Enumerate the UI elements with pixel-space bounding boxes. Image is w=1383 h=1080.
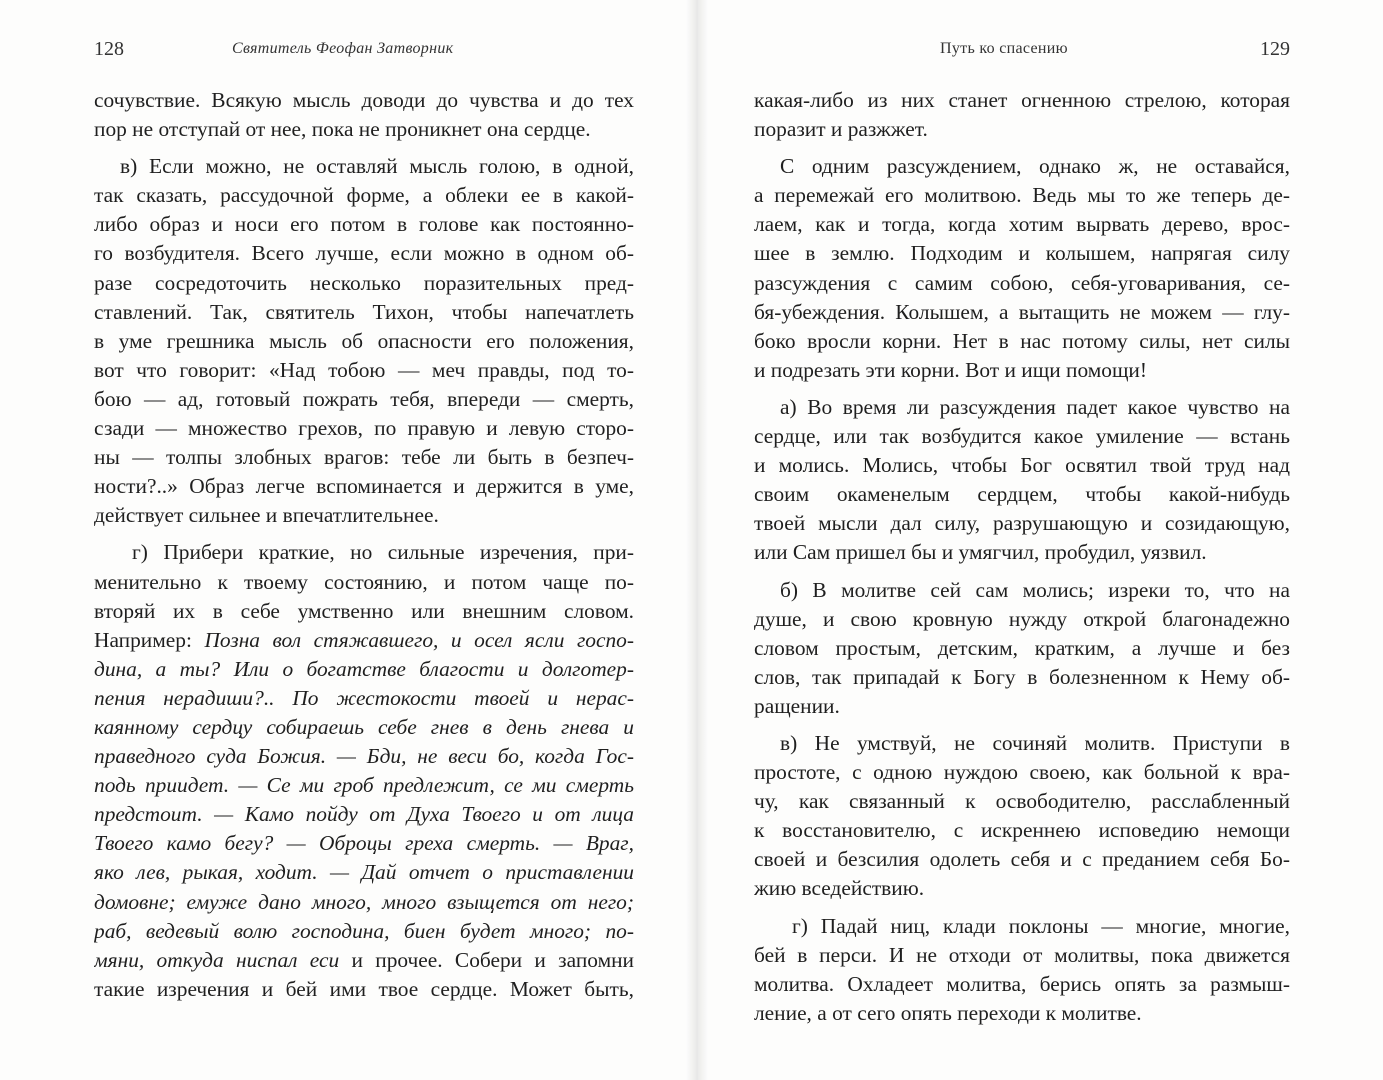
text-line	[754, 692, 1290, 721]
text-line	[754, 327, 1290, 356]
italic-text-run: подь приидет. — Се ми гроб предлежит, се ми смерть	[94, 773, 634, 798]
text-run: и прочее. Собери и запомни	[339, 947, 634, 972]
text-run: вторяй их в себе умственно или внешним словом.	[94, 598, 634, 623]
text-line	[94, 626, 634, 655]
book-gutter	[686, 0, 708, 1080]
text-line	[754, 393, 1290, 422]
right-running-head	[754, 38, 1290, 68]
left-page-number: 128	[94, 38, 124, 60]
text-run: в уме грешника мысль об опасности его положения,	[94, 328, 634, 353]
italic-text-run: раб, ведевый волю господина, биен будет много; по-	[94, 918, 634, 943]
text-run: так сказать, рассудочной форме, а облеки ее в какой-	[94, 183, 634, 208]
paragraph-gap	[754, 144, 1290, 152]
text-run: разсуждения с самим собою, себя-уговаривания, се-	[754, 270, 1290, 295]
text-run: разе сосредоточить несколько поразительных пред-	[94, 270, 634, 295]
text-line	[94, 771, 634, 800]
paragraph-gap	[754, 385, 1290, 393]
text-line	[94, 181, 634, 210]
text-line	[754, 576, 1290, 605]
text-line	[94, 239, 634, 268]
text-run: бя-убеждения. Колышем, а вытащить не можем — глу-	[754, 299, 1290, 324]
text-run: либо образ и носи его потом в голове как постоянно-	[94, 212, 634, 237]
text-run: ление, а от сего опять переходи к молитве.	[754, 1000, 1142, 1025]
text-line	[754, 845, 1290, 874]
text-line	[754, 356, 1290, 385]
text-run: действует сильнее и впечатлительнее.	[94, 503, 439, 528]
text-run: какая-либо из них станет огненною стрелою, которая	[754, 88, 1290, 112]
right-running-title: Путь ко спасению	[940, 40, 1068, 57]
text-run: твоей мысли дал силу, разрушающую и созидающую,	[754, 511, 1290, 536]
italic-text-run: Позна вол стяжавшего, и осел ясли госпо-	[204, 627, 634, 652]
text-line	[94, 356, 634, 385]
text-run: своим окаменелым сердцем, чтобы какой-нибудь	[754, 482, 1290, 507]
text-line	[94, 742, 634, 771]
paragraph-gap	[94, 144, 634, 152]
text-run: Например:	[94, 627, 205, 652]
text-line	[754, 298, 1290, 327]
text-run: ращении.	[754, 693, 840, 718]
text-line	[94, 86, 634, 115]
text-line	[94, 327, 634, 356]
text-run: ны — толпы злобных врагов: тебе ли быть в безпеч-	[94, 445, 634, 470]
text-line	[94, 800, 634, 829]
text-run: менительно к твоему состоянию, и потом чаще по-	[94, 569, 634, 594]
italic-text-run: праведного суда Божия. — Бди, не веси бо, когда Гос-	[94, 744, 634, 769]
text-line	[754, 816, 1290, 845]
text-line	[94, 829, 634, 858]
italic-text-run: домовне; емуже дано много, много взыщется от него;	[94, 889, 634, 914]
italic-text-run: предстоит. — Камо пойду от Духа Твоего и от лица	[94, 802, 634, 827]
text-run: ности?..» Образ легче вспоминается и держится в уме,	[94, 474, 634, 499]
text-line	[94, 501, 634, 530]
text-run: или Сам пришел бы и умягчил, пробудил, уязвил.	[754, 540, 1207, 565]
text-line	[754, 239, 1290, 268]
text-run: своей и безсилия одолеть себя и с преданием себя Бо-	[754, 847, 1290, 872]
text-run: поразит и разжжет.	[754, 117, 928, 142]
italic-text-run: пения нерадиши?.. По жестокости твоей и нерас-	[94, 685, 634, 710]
text-line	[94, 298, 634, 327]
right-body-text	[754, 86, 1290, 1028]
text-line	[94, 946, 634, 975]
text-run: к восстановителю, с искреннею исповедию немощи	[754, 818, 1290, 843]
paragraph-gap	[754, 904, 1290, 912]
text-run: шее в землю. Подходим и колышем, напрягая силу	[754, 241, 1290, 266]
text-line	[754, 663, 1290, 692]
text-line	[754, 999, 1290, 1028]
text-run: а) Во время ли разсуждения падет какое чувство на	[780, 394, 1290, 419]
text-line	[94, 975, 634, 1004]
right-page-number: 129	[1260, 38, 1290, 60]
text-run: сзади — множество грехов, по правую и левую сторо-	[94, 416, 634, 441]
text-run: простоте, с одною нуждою своею, как больной к вра-	[754, 760, 1290, 785]
text-run: С одним разсуждением, однако ж, не оставайся,	[780, 154, 1290, 179]
text-line	[754, 509, 1290, 538]
text-line	[754, 115, 1290, 144]
right-page	[754, 0, 1290, 1080]
text-line	[754, 152, 1290, 181]
text-line	[754, 729, 1290, 758]
text-line	[94, 152, 634, 181]
paragraph-gap	[754, 568, 1290, 576]
text-run: вот что говорит: «Над тобою — меч правды, под то-	[94, 357, 634, 382]
text-run: и подрезать эти корни. Вот и ищи помощи!	[754, 357, 1147, 382]
text-run: жию вседействию.	[754, 876, 925, 901]
left-running-title: Святитель Феофан Затворник	[232, 40, 454, 57]
left-running-head	[94, 38, 634, 68]
text-run: бою — ад, готовый пожрать тебя, впереди — смерть,	[94, 386, 634, 411]
text-line	[754, 422, 1290, 451]
text-line	[94, 568, 634, 597]
text-run: г) Прибери краткие, но сильные изречения, при-	[132, 540, 634, 565]
text-line	[754, 758, 1290, 787]
text-run: пор не отступай от нее, пока не проникнет она сердце.	[94, 117, 591, 142]
text-line	[754, 451, 1290, 480]
text-run: г) Падай ниц, клади поклоны — многие, многие,	[792, 913, 1290, 938]
text-run: душе, и свою кровную нужду открой благонадежно	[754, 606, 1290, 631]
text-line	[94, 858, 634, 887]
text-line	[94, 655, 634, 684]
text-line	[94, 888, 634, 917]
text-run: сочувствие. Всякую мысль доводи до чувства и до тех	[94, 88, 634, 112]
text-line	[94, 443, 634, 472]
text-line	[754, 181, 1290, 210]
text-line	[94, 210, 634, 239]
text-run: боко вросли корни. Нет в нас потому силы, нет силы	[754, 328, 1290, 353]
text-run: молитва. Охладеет молитва, берись опять за размыш-	[754, 971, 1290, 996]
text-line	[94, 115, 634, 144]
text-run: такие изречения и бей ими твое сердце. Может быть,	[94, 976, 634, 1001]
text-run: ставлений. Так, святитель Тихон, чтобы напечатлеть	[94, 299, 634, 324]
text-line	[94, 472, 634, 501]
text-run: чу, как связанный к освободителю, расслабленный	[754, 789, 1290, 814]
italic-text-run: каянному сердцу собираешь себе гнев в день гнева и	[94, 714, 634, 739]
italic-text-run: мяни, откуда ниспал еси	[94, 947, 340, 972]
italic-text-run: яко лев, рыкая, ходит. — Дай отчет о приставлении	[94, 860, 634, 885]
text-line	[94, 269, 634, 298]
text-line	[754, 538, 1290, 567]
text-line	[754, 634, 1290, 663]
text-run: бей в перси. И не отходи от молитвы, пока движется	[754, 942, 1290, 967]
left-body-text	[94, 86, 634, 1004]
text-run: словом простым, детским, кратким, а лучше и без	[754, 635, 1290, 660]
text-line	[94, 713, 634, 742]
text-run: слов, так припадай к Богу в болезненном к Нему об-	[754, 664, 1290, 689]
italic-text-run: дина, а ты? Или о богатстве благости и долготер-	[94, 656, 634, 681]
text-line	[754, 970, 1290, 999]
text-line	[754, 86, 1290, 115]
text-line	[94, 414, 634, 443]
text-run: в) Если можно, не оставляй мысль голою, в одной,	[120, 154, 634, 179]
text-line	[94, 917, 634, 946]
text-run: а перемежай его молитвою. Ведь мы то же теперь де-	[754, 183, 1290, 208]
text-run: лаем, как и тогда, когда хотим вырвать дерево, врос-	[754, 212, 1290, 237]
text-line	[754, 480, 1290, 509]
paragraph-gap	[94, 530, 634, 538]
text-line	[754, 941, 1290, 970]
text-line	[754, 210, 1290, 239]
text-run: сердце, или так возбудится какое умиление — встань	[754, 424, 1290, 449]
text-line	[754, 787, 1290, 816]
text-line	[94, 538, 634, 567]
text-line	[94, 385, 634, 414]
text-line	[94, 684, 634, 713]
text-line	[754, 874, 1290, 903]
paragraph-gap	[754, 721, 1290, 729]
left-page	[94, 0, 634, 1080]
text-run: го возбудителя. Всего лучше, если можно в одном об-	[94, 241, 634, 266]
text-line	[754, 912, 1290, 941]
text-run: в) Не умствуй, не сочиняй молитв. Приступи в	[780, 730, 1290, 755]
italic-text-run: Твоего камо бегу? — Оброцы греха смерть. — Враг,	[94, 831, 634, 856]
text-line	[754, 269, 1290, 298]
text-line	[94, 597, 634, 626]
text-line	[754, 605, 1290, 634]
text-run: б) В молитве сей сам молись; изреки то, что на	[780, 577, 1290, 602]
text-run: и молись. Молись, чтобы Бог освятил твой труд над	[754, 453, 1290, 478]
